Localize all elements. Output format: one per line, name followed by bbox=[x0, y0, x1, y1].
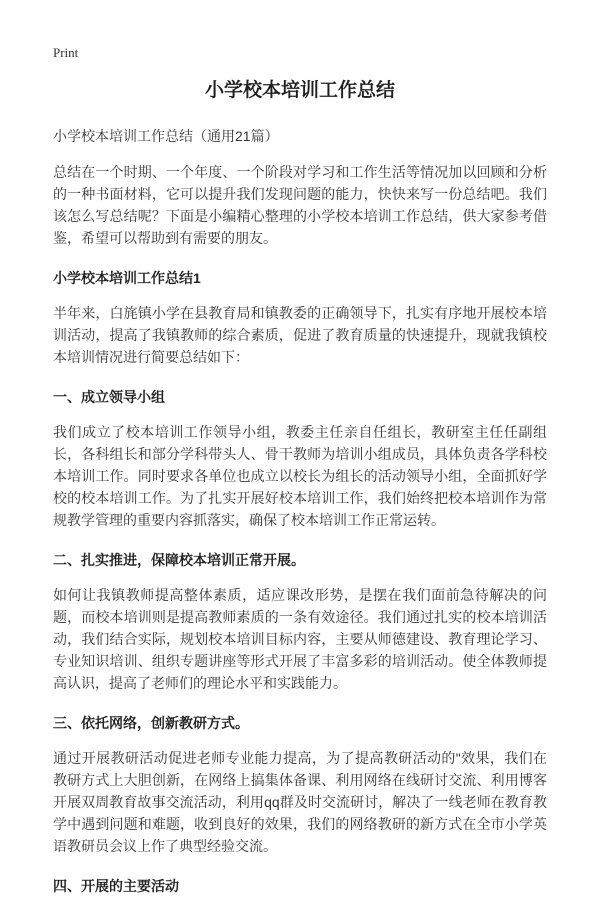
section-heading: 二、扎实推进，保障校本培训正常开展。 bbox=[53, 552, 305, 568]
section-heading: 三、依托网络，创新教研方式。 bbox=[53, 715, 249, 731]
section-heading: 一、成立领导小组 bbox=[53, 389, 165, 405]
section-heading: 小学校本培训工作总结1 bbox=[53, 270, 201, 286]
section-heading: 四、开展的主要活动 bbox=[53, 878, 179, 894]
paragraph: 我们成立了校本培训工作领导小组，教委主任亲自任组长，教研室主任任副组长，各科组长和部分学科带头人、骨干教师为培训小组成员，具体负责各学科校本培训工作。同时要求各单位也成立以校长为组长的活动领导小组，全面抓好学校的校本培训工作。为了扎实开展好校本培训工作，我们始终把校本培训作为常规教学管理的重要内容抓落实，确保了校本培训工作正常运转。 bbox=[53, 424, 547, 528]
document-subtitle: 小学校本培训工作总结（通用21篇） bbox=[53, 128, 279, 144]
print-button[interactable]: Print bbox=[53, 45, 79, 60]
page-title: 小学校本培训工作总结 bbox=[204, 80, 395, 101]
paragraph: 总结在一个时期、一个年度、一个阶段对学习和工作生活等情况加以回顾和分析的一种书面材料，它可以提升我们发现问题的能力，快快来写一份总结吧。我们该怎么写总结呢？下面是小编精心整理的小学校本培训工作总结，供大家参考借鉴，希望可以帮助到有需要的朋友。 bbox=[53, 164, 547, 246]
paragraph: 通过开展教研活动促进老师专业能力提高，为了提高教研活动的"效果，我们在教研方式上大胆创新，在网络上搞集体备课、利用网络在线研讨交流、利用博客开展双周教育故事交流活动，利用qq群及时交流研讨，解决了一线老师在教育教学中遇到问题和难题，收到良好的效果，我们的网络教研的新方式在全市小学英语教研员会议上作了典型经验交流。 bbox=[53, 750, 547, 854]
paragraph: 半年来，白旄镇小学在县教育局和镇教委的正确领导下，扎实有序地开展校本培训活动，提高了我镇教师的综合素质，促进了教育质量的快速提升，现就我镇校本培训情况进行简要总结如下： bbox=[53, 305, 547, 365]
paragraph: 如何让我镇教师提高整体素质，适应课改形势，是摆在我们面前急待解决的问题，而校本培训则是提高教师素质的一条有效途径。我们通过扎实的校本培训活动，我们结合实际，规划校本培训目标内容，主要从师德建设、教育理论学习、专业知识培训、组织专题讲座等形式开展了丰富多彩的培训活动。使全体教师提高认识，提高了老师们的理论水平和实践能力。 bbox=[53, 587, 547, 691]
document-content bbox=[53, 161, 547, 897]
